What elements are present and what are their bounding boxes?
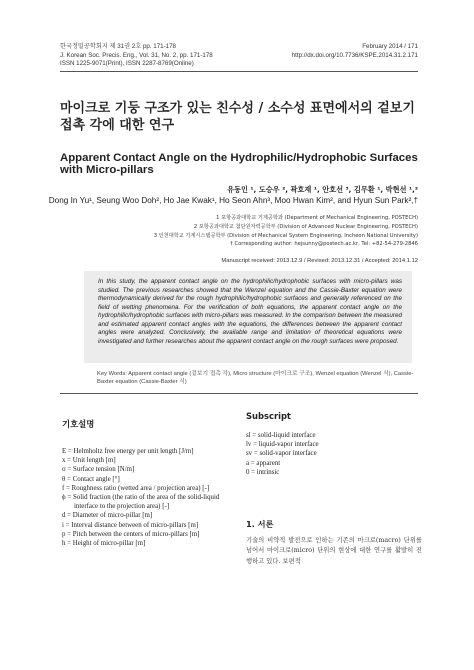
journal-korean-citation: 한국정밀공학회지 제 31권 2호 pp. 171-178 xyxy=(60,43,176,50)
keywords: Key Words: Apparent contact angle (겉보기 접촉 각), Micro structure (마이크로 구조), Wenzel equation (Wenzel 식), Cassie-Baxter equation (Cassie-Baxter 식) xyxy=(97,371,414,386)
korean-title-line2: 접촉 각에 대한 연구 xyxy=(60,118,175,133)
subscript-list xyxy=(246,431,421,477)
nomenclature-item: interface to the projection area) [-] xyxy=(74,503,170,511)
nomenclature-item: i = Interval distance between of micro-pillars [m] xyxy=(62,521,199,529)
korean-title-line1: 마이크로 기둥 구조가 있는 친수성 / 소수성 표면에서의 겉보기 xyxy=(60,101,415,116)
subscript-item: a = apparent xyxy=(246,459,281,467)
english-title: Apparent Contact Angle on the Hydrophilic/Hydrophobic Surfaces with Micro-pillars xyxy=(60,152,418,176)
affiliation-1: 1 포항공과대학교 기계공학과 (Department of Mechanical Engineering, POSTECH) xyxy=(216,215,418,221)
nomenclature-list xyxy=(62,447,237,548)
authors-english: Dong In Yu¹, Seung Woo Doh², Ho Jae Kwak¹, Ho Seon Ahn³, Moo Hwan Kim², and Hyun Sun Park²,† xyxy=(48,196,418,205)
nomenclature-item: θ = Contact angle [°] xyxy=(62,475,120,483)
nomenclature-item: f = Roughness ratio (wetted area / projection area) [-] xyxy=(62,484,210,492)
header-rule xyxy=(60,71,418,72)
journal-header-right xyxy=(218,43,418,60)
journal-english-citation: J. Korean Soc. Precis. Eng., Vol. 31, No. 2, pp. 171-178 xyxy=(60,51,213,59)
introduction-heading: 1. 서론 xyxy=(246,519,274,529)
nomenclature-item: σ = Surface tension [N/m] xyxy=(62,466,135,474)
subscript-item: lv = liquid-vapor interface xyxy=(246,441,319,449)
korean-title xyxy=(60,100,430,134)
subscript-item: 0 = intrinsic xyxy=(246,468,280,476)
nomenclature-heading: 기호설명 xyxy=(62,419,95,429)
authors-korean: 유동인 ¹, 도승우 ², 곽호재 ¹, 안호선 ³, 김무환 ¹, 박현선 ¹,² xyxy=(227,185,418,194)
introduction-text: 기술의 비약적 발전으로 인하는 기존의 마크로(macro) 단위를 넘어서 마이크로(micro) 단위의 현상에 대한 연구를 활발히 진행하고 있다. 보편적 xyxy=(246,537,422,565)
nomenclature-item: ϕ = Solid fraction (the ratio of the area of the solid-liquid xyxy=(62,494,220,502)
corresponding-author: † Corresponding author: hejsunny@postech.ac.kr, Tel: +82-54-279-2846 xyxy=(230,241,418,247)
issue-date-page: February 2014 / 171 xyxy=(362,43,418,50)
manuscript-dates: Manuscript received: 2013.12.9 / Revised: 2013.12.31 / Accepted: 2014.1.12 xyxy=(221,258,418,264)
section-rule xyxy=(60,393,418,394)
nomenclature-item: E = Helmholtz free energy per unit length [J/m] xyxy=(62,448,194,455)
affiliation-3: 3 인천대학교 기계시스템공학부 (Division of Mechanical System Engineering, Incheon National University) xyxy=(153,233,418,239)
doi-link[interactable]: http://dx.doi.org/10.7736/KSPE.2014.31.2.171 xyxy=(291,51,418,59)
subscript-heading: Subscript xyxy=(246,411,291,421)
nomenclature-item: h = Height of micro-pillar [m] xyxy=(62,540,146,548)
subscript-item: sv = solid-vapor interface xyxy=(246,450,317,458)
nomenclature-item: p = Pitch between the centers of micro-pillars [m] xyxy=(62,530,200,538)
journal-issn: ISSN 1225-9071(Print), ISSN 2287-8769(Online) xyxy=(60,60,194,68)
subscript-item: sl = solid-liquid interface xyxy=(246,432,316,439)
affiliation-2: 2 포항공과대학교 첨단원자력공학부 (Division of Advanced Nuclear Engineering, POSTECH) xyxy=(193,224,418,230)
nomenclature-item: d = Diameter of micro-pillar [m] xyxy=(62,512,153,520)
nomenclature-item: x = Unit length [m] xyxy=(62,457,116,465)
abstract-text: In this study, the apparent contact angle on the hydrophilic/hydrophobic surfaces with micro-pillars was studied. The previous researches showed that the Wenzel equation and the Cassie-Baxter equation were thermodynamically derived for the rough hydrophilic/hydrophobic surfaces and generally referenced on the field of wetting phenomena. For the verification of both equations, the apparent contact angle on the hydrophilic/hydrophobic surfaces with micro-pillars was measured. In the comparison between the measured and estimated apparent contact angles with the equations, the differences between the apparent contact angles were analyzed. Conclusively, the available range and limitation of theoretical equations were investigated and further researches about the apparent contact angle on the rough surfaces were proposed. xyxy=(98,278,402,345)
